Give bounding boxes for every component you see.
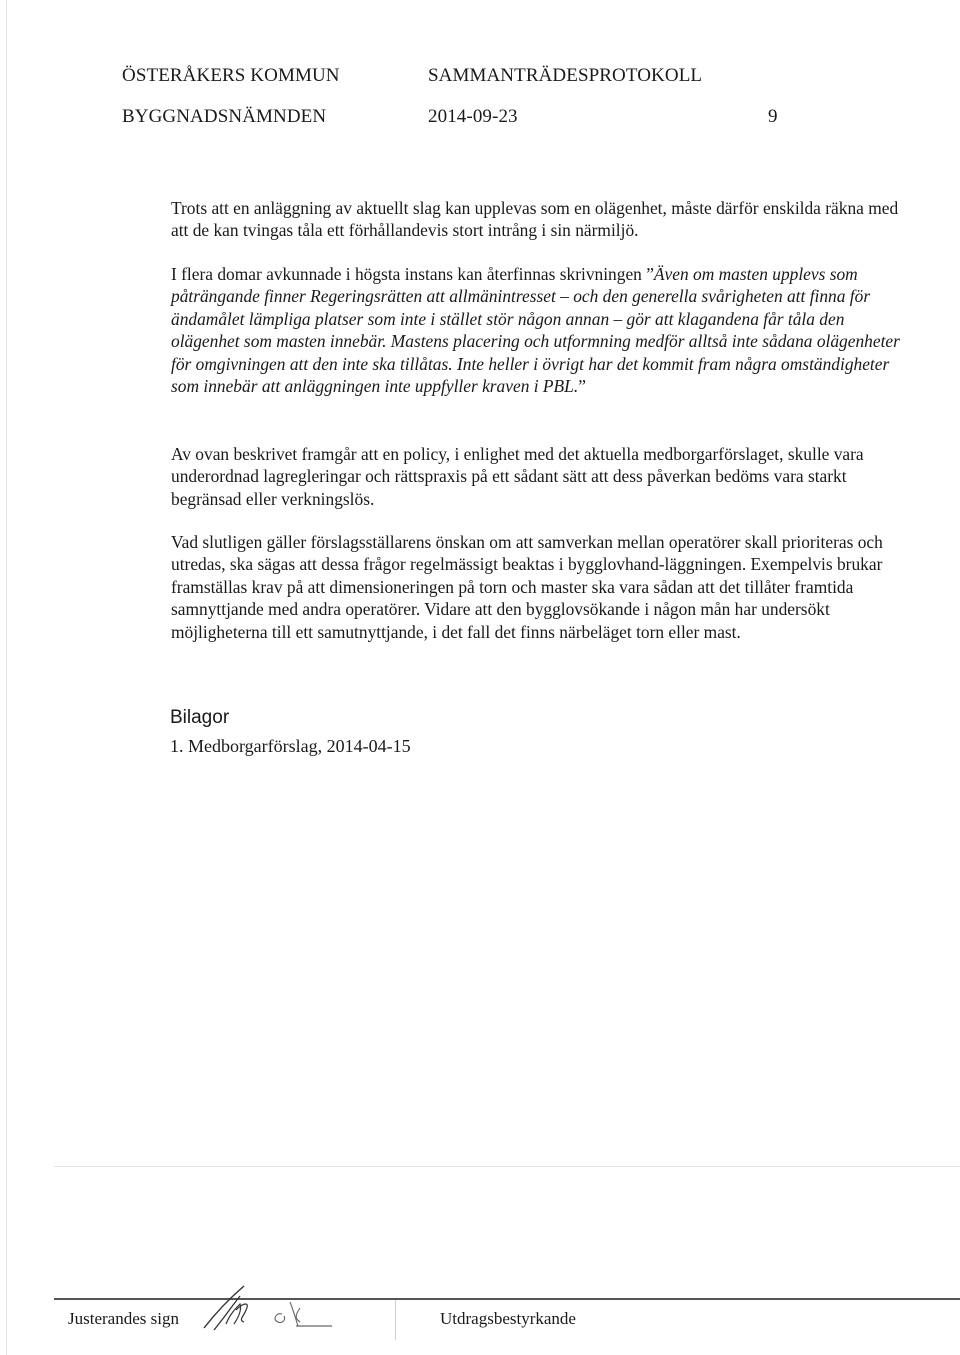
- paragraph-text: Trots att en anläggning av aktuellt slag kan upplevas som en olägenhet, måste därför enskilda räkna med att de kan tvingas tåla ett förhållandevis stort intrång i sin närmiljö.: [171, 198, 899, 241]
- ruling-quote: Även om masten upplevs som påträngande finner Regeringsrätten att allmänintresset – och den generella svårigheten att finna för ändamålet lämpliga platser som inte i stället stör någon annan – gör att klagandena får tåla den olägenhet som masten innebär. Mastens placering och utformning medför alltså inte sådana olägenheter för omgivningen att den inte ska tillåtas. Inte heller i övrigt har det kommit fram några omständigheter som innebär att anläggningen inte uppfyller kraven i PBL.: [171, 264, 900, 397]
- meeting-date: 2014-09-23: [428, 106, 518, 127]
- extract-label: Utdragsbestyrkande: [440, 1309, 576, 1328]
- municipality-name: ÖSTERÅKERS KOMMUN: [122, 65, 340, 86]
- sign-label: Justerandes sign: [68, 1309, 179, 1328]
- committee-name: BYGGNADSNÄMNDEN: [122, 106, 327, 127]
- footer-divider: [54, 1298, 960, 1300]
- handwritten-initials: [200, 1280, 340, 1340]
- footer-column-separator: [395, 1300, 396, 1340]
- page-number: 9: [768, 106, 778, 127]
- body-paragraph-3: [171, 443, 906, 510]
- body-paragraph-1: [171, 197, 906, 242]
- body-paragraph-4: [171, 531, 906, 643]
- paragraph-text: Av ovan beskrivet framgår att en policy, i enlighet med det aktuella medborgarförslaget, skulle vara underordnad lagregleringar och rättspraxis på ett sådant sätt att dess påverkan bedöms vara starkt begränsad eller verkningslös.: [171, 444, 864, 509]
- body-paragraph-2: [171, 263, 906, 397]
- quote-close-mark: ”: [578, 376, 586, 397]
- quoted-ruling-paragraph: [171, 263, 906, 397]
- paragraph-text: Vad slutligen gäller förslagsställarens önskan om att samverkan mellan operatörer skall prioriteras och utredas, ska sägas att dessa frågor regelmässigt beaktas i bygglovhand-läggningen. Exempelvis brukar framställas krav på att dimensioneringen på torn och master ska vara sådan att det tillåter framtida samnyttjande med andra operatörer. Vidare att den bygglovsökande i någon mån har undersökt möjligheterna till ett samutnyttjande, i det fall det finns närbeläget torn eller mast.: [171, 532, 883, 642]
- document-type: SAMMANTRÄDESPROTOKOLL: [428, 65, 703, 86]
- footer-divider-faint: [54, 1166, 960, 1167]
- attachment-item: 1. Medborgarförslag, 2014-04-15: [170, 736, 411, 756]
- attachments-heading: Bilagor: [170, 707, 230, 728]
- paragraph-intro: I flera domar avkunnade i högsta instans kan återfinnas skrivningen ”: [171, 264, 654, 284]
- page-edge: [6, 0, 7, 1355]
